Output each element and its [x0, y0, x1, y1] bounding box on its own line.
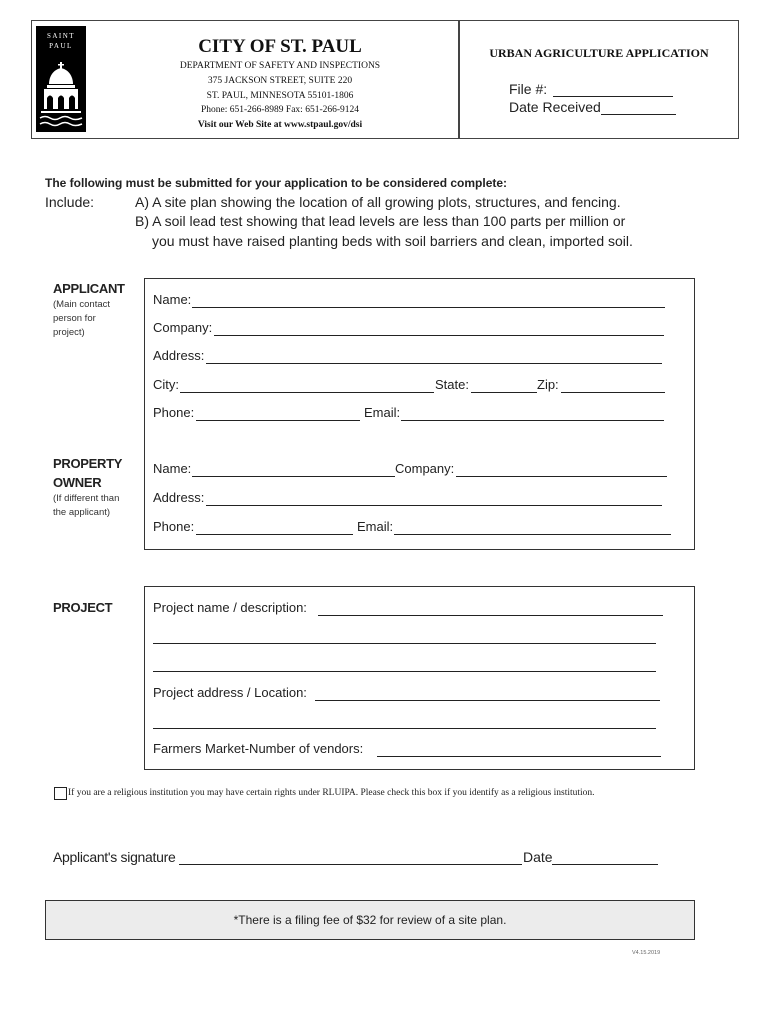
- applicant-city-field[interactable]: [180, 378, 434, 393]
- vendors-field[interactable]: [377, 742, 661, 757]
- religious-institution-checkbox[interactable]: [54, 787, 67, 800]
- department-name: DEPARTMENT OF SAFETY AND INSPECTIONS: [179, 61, 381, 71]
- requirement-a: A) A site plan showing the location of all growing plots, structures, and fencing.: [135, 194, 621, 210]
- requirement-b-continued: you must have raised planting beds with soil barriers and clean, imported soil.: [152, 233, 633, 249]
- applicant-note-3: project): [53, 327, 85, 338]
- project-description-line-3[interactable]: [153, 657, 656, 672]
- owner-phone-field[interactable]: [196, 520, 353, 535]
- city-title: CITY OF ST. PAUL: [198, 36, 362, 57]
- department-city: ST. PAUL, MINNESOTA 55101-1806: [206, 91, 354, 101]
- file-number-label: File #:: [509, 81, 548, 97]
- owner-company-label: Company:: [395, 461, 455, 476]
- header-right-box: [459, 20, 739, 139]
- owner-email-field[interactable]: [394, 520, 671, 535]
- date-received-field[interactable]: [601, 100, 676, 115]
- signature-label: Applicant's signature: [53, 849, 176, 865]
- owner-heading-1: PROPERTY: [53, 456, 123, 471]
- applicant-state-field[interactable]: [471, 378, 537, 393]
- project-address-field[interactable]: [315, 686, 660, 701]
- owner-note-2: the applicant): [53, 507, 111, 518]
- logo-text-top: SAINT: [46, 32, 76, 40]
- file-number-field[interactable]: [553, 82, 673, 97]
- cathedral-icon: [36, 26, 86, 132]
- date-field[interactable]: [552, 850, 658, 865]
- department-street: 375 JACKSON STREET, SUITE 220: [207, 76, 353, 86]
- logo-text-bottom: PAUL: [49, 42, 73, 50]
- date-label: Date: [523, 849, 553, 865]
- project-address-line-2[interactable]: [153, 714, 656, 729]
- owner-address-label: Address:: [153, 490, 205, 505]
- applicant-note-2: person for: [53, 313, 96, 324]
- vendors-label: Farmers Market-Number of vendors:: [153, 741, 364, 756]
- project-name-field[interactable]: [318, 601, 663, 616]
- requirement-b: B) A soil lead test showing that lead levels are less than 100 parts per million or: [135, 213, 626, 229]
- applicant-phone-label: Phone:: [153, 405, 195, 420]
- project-name-label: Project name / description:: [153, 600, 307, 615]
- include-label: Include:: [45, 194, 95, 210]
- applicant-phone-field[interactable]: [196, 406, 360, 421]
- owner-company-field[interactable]: [456, 462, 667, 477]
- department-website: Visit our Web Site at www.stpaul.gov/dsi: [197, 120, 363, 130]
- requirements-intro: The following must be submitted for your application to be considered complete:: [45, 176, 508, 190]
- applicant-email-label: Email:: [364, 405, 401, 420]
- rluipa-notice: If you are a religious institution you may have certain rights under RLUIPA. Please check this box if you identify as a religious institution.: [68, 788, 595, 798]
- version-tag: V4.15.2019: [632, 950, 661, 956]
- applicant-heading: APPLICANT: [53, 281, 125, 296]
- owner-address-field[interactable]: [206, 491, 662, 506]
- signature-field[interactable]: [179, 850, 522, 865]
- applicant-note-1: (Main contact: [53, 299, 111, 310]
- applicant-company-label: Company:: [153, 320, 213, 335]
- applicant-email-field[interactable]: [401, 406, 664, 421]
- applicant-zip-label: Zip:: [537, 377, 559, 392]
- date-received-label: Date Received: [509, 99, 601, 115]
- applicant-name-label: Name:: [153, 292, 192, 307]
- applicant-address-field[interactable]: [206, 349, 662, 364]
- project-heading: PROJECT: [53, 600, 113, 615]
- project-address-label: Project address / Location:: [153, 685, 307, 700]
- filing-fee-text: *There is a filing fee of $32 for review of a site plan.: [233, 913, 507, 927]
- applicant-zip-field[interactable]: [561, 378, 665, 393]
- applicant-address-label: Address:: [153, 348, 205, 363]
- city-logo: [36, 26, 86, 132]
- project-description-line-2[interactable]: [153, 629, 656, 644]
- owner-email-label: Email:: [357, 519, 394, 534]
- applicant-state-label: State:: [435, 377, 469, 392]
- applicant-name-field[interactable]: [192, 293, 665, 308]
- owner-note-1: (If different than: [53, 493, 120, 504]
- department-phone: Phone: 651-266-8989 Fax: 651-266-9124: [200, 105, 360, 115]
- applicant-company-field[interactable]: [214, 321, 664, 336]
- application-title: URBAN AGRICULTURE APPLICATION: [489, 46, 709, 60]
- owner-phone-label: Phone:: [153, 519, 195, 534]
- owner-heading-2: OWNER: [53, 475, 102, 490]
- owner-name-label: Name:: [153, 461, 192, 476]
- applicant-city-label: City:: [153, 377, 179, 392]
- owner-name-field[interactable]: [192, 462, 395, 477]
